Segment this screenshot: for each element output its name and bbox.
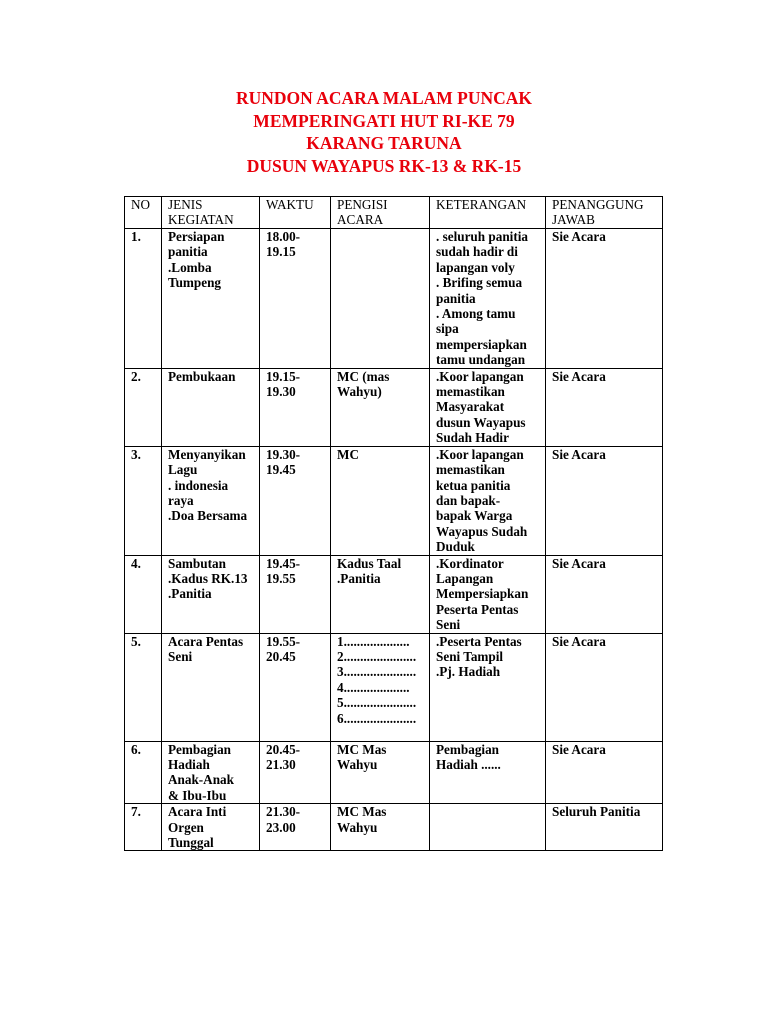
cell-text-line: 6. [131,741,141,757]
header-text: ACARA [337,212,384,228]
cell-text-line: 21.30- [266,804,301,820]
header-cell-waktu [260,197,331,229]
cell-text-line: Anak-Anak [168,772,234,788]
cell-text-line: Seni [436,617,461,633]
cell-text-line: tamu undangan [436,352,526,368]
cell-pengisi [331,446,430,555]
cell-text-line: Seluruh Panitia [552,804,641,820]
header-text: KEGIATAN [168,212,234,228]
cell-penanggung-jawab [546,633,663,741]
cell-text-line: Lapangan [436,570,494,586]
title-line: DUSUN WAYAPUS RK-13 & RK-15 [246,155,522,176]
cell-text-line: Sie Acara [552,446,606,462]
cell-keterangan [430,229,546,369]
table-row [125,368,663,446]
cell-text-line: Kadus Taal [337,555,402,571]
header-cell-no [125,197,162,229]
document-title [0,87,768,177]
cell-text-line: Sie Acara [552,368,606,384]
cell-text-line: 20.45- [266,741,301,757]
table-row [125,555,663,633]
cell-text-line: Wayapus Sudah [436,523,528,539]
header-text: PENANGGUNG [552,197,644,212]
cell-text-line: . seluruh panitia [436,229,528,244]
cell-text-line: Peserta Pentas [436,601,519,617]
header-text: JAWAB [552,212,595,228]
cell-no [125,741,162,804]
cell-text-line: .Koor lapangan [436,446,524,462]
cell-kegiatan [162,446,260,555]
cell-text-line: Sie Acara [552,633,606,649]
title-line: MEMPERINGATI HUT RI-KE 79 [253,110,515,131]
cell-text-line: ketua panitia [436,477,511,493]
cell-waktu [260,633,331,741]
cell-text-line: . Brifing semua [436,275,523,291]
cell-text-line: raya [168,492,194,508]
cell-text-line: bapak Warga [436,508,513,524]
cell-text-line: lapangan voly [436,259,515,275]
cell-text-line: 21.30 [266,756,296,772]
cell-text-line: .Pj. Hadiah [436,664,501,680]
cell-text-line: Tunggal [168,835,214,850]
cell-keterangan [430,446,546,555]
cell-text-line: 19.55 [266,570,296,586]
cell-text-line: MC Mas [337,804,387,820]
cell-keterangan [430,804,546,851]
cell-penanggung-jawab [546,804,663,851]
cell-kegiatan [162,229,260,369]
cell-text-line: mempersiapkan [436,336,527,352]
cell-text-line: Wahyu) [337,384,382,400]
table-header-row [125,197,663,229]
cell-no [125,804,162,851]
cell-no [125,446,162,555]
cell-text-line: Sudah Hadir [436,430,509,446]
cell-text-line: Acara Inti [168,804,227,820]
table-row [125,229,663,369]
cell-text-line: Orgen [168,819,204,835]
cell-text-line: panitia [436,290,476,306]
cell-text-line: .Doa Bersama [168,508,248,524]
cell-text-line: Wahyu [337,756,378,772]
title-line: KARANG TARUNA [306,133,462,153]
cell-text-line: Pembagian [168,741,232,757]
header-text: KETERANGAN [436,197,527,212]
cell-text-line: Sie Acara [552,229,606,244]
cell-text-line: .Panitia [337,570,381,586]
cell-text-line: 3...................... [337,664,417,680]
cell-text-line: Sie Acara [552,741,606,757]
header-text: WAKTU [266,197,314,212]
cell-text-line: 6...................... [337,710,417,726]
cell-text-line: 1.................... [337,633,410,649]
table-row [125,446,663,555]
cell-text-line: Seni Tampil [436,648,504,664]
cell-text-line: Sie Acara [552,555,606,571]
cell-text-line: 2...................... [337,648,417,664]
cell-text-line: 19.30 [266,384,296,400]
cell-text-line: .Panitia [168,586,212,602]
header-cell-pengisi [331,197,430,229]
title-line: RUNDON ACARA MALAM PUNCAK [235,88,533,108]
cell-text-line: Seni [168,648,193,664]
cell-text-line: dusun Wayapus [436,414,526,430]
cell-waktu [260,368,331,446]
cell-text-line: 19.15- [266,368,301,384]
cell-text-line: .Kordinator [436,555,504,571]
cell-text-line: Sambutan [168,555,226,571]
cell-waktu [260,741,331,804]
cell-text-line: sipa [436,321,459,337]
cell-penanggung-jawab [546,741,663,804]
cell-text-line: 1. [131,229,141,244]
cell-kegiatan [162,633,260,741]
cell-text-line: MC Mas [337,741,387,757]
cell-text-line: Masyarakat [436,399,505,415]
header-cell-kegiatan [162,197,260,229]
cell-text-line: 5...................... [337,695,417,711]
cell-waktu [260,229,331,369]
header-text: NO [131,197,151,212]
cell-no [125,229,162,369]
cell-text-line: 2. [131,368,141,384]
cell-text-line: . Among tamu [436,306,516,322]
cell-text-line: Tumpeng [168,275,222,291]
cell-text-line: Hadiah ...... [436,756,501,772]
cell-penanggung-jawab [546,555,663,633]
cell-pengisi [331,555,430,633]
cell-text-line: Acara Pentas [168,633,244,649]
cell-text-line: 19.30- [266,446,301,462]
cell-text-line: Menyanyikan [168,446,246,462]
cell-waktu [260,804,331,851]
cell-text-line: Wahyu [337,819,378,835]
cell-penanggung-jawab [546,229,663,369]
table-row [125,633,663,741]
cell-keterangan [430,368,546,446]
cell-kegiatan [162,804,260,851]
cell-text-line: .Kadus RK.13 [168,570,248,586]
cell-text-line: 19.55- [266,633,301,649]
cell-keterangan [430,741,546,804]
cell-text-line: sudah hadir di [436,244,518,260]
cell-pengisi [331,741,430,804]
cell-text-line: 4.................... [337,679,410,695]
header-text: PENGISI [337,197,388,212]
cell-text-line: memastikan [436,384,505,400]
cell-penanggung-jawab [546,446,663,555]
cell-text-line: MC [337,446,359,462]
cell-text-line: 4. [131,555,141,571]
cell-text-line: Pembukaan [168,368,236,384]
cell-text-line: MC (mas [337,368,390,384]
cell-waktu [260,555,331,633]
cell-text-line: . indonesia [168,477,229,493]
cell-text-line: 19.45 [266,462,296,478]
cell-text-line: 19.15 [266,244,296,260]
header-cell-penanggung-jawab [546,197,663,229]
cell-pengisi [331,229,430,369]
cell-pengisi [331,368,430,446]
cell-pengisi [331,633,430,741]
cell-text-line: panitia [168,244,208,260]
cell-keterangan [430,555,546,633]
rundown-table-body [125,197,663,851]
cell-no [125,555,162,633]
cell-text-line: Mempersiapkan [436,586,529,602]
cell-kegiatan [162,368,260,446]
cell-text-line: .Koor lapangan [436,368,524,384]
cell-text-line: 3. [131,446,141,462]
cell-kegiatan [162,555,260,633]
cell-text-line: 20.45 [266,648,296,664]
cell-kegiatan [162,741,260,804]
cell-text-line: memastikan [436,462,505,478]
cell-no [125,368,162,446]
rundown-table [124,196,663,851]
cell-text-line: 19.45- [266,555,301,571]
header-text: JENIS [168,197,203,212]
cell-text-line: Persiapan [168,229,225,244]
table-row [125,804,663,851]
cell-text-line: 23.00 [266,819,296,835]
cell-keterangan [430,633,546,741]
cell-text-line: Pembagian [436,741,500,757]
cell-pengisi [331,804,430,851]
cell-text-line: .Lomba [168,259,212,275]
cell-text-line: dan bapak- [436,492,501,508]
cell-text-line: 5. [131,633,141,649]
cell-no [125,633,162,741]
table-row [125,741,663,804]
cell-text-line: 18.00- [266,229,301,244]
cell-text-line: & Ibu-Ibu [168,787,227,803]
cell-text-line: Lagu [168,462,198,478]
cell-text-line: .Peserta Pentas [436,633,522,649]
cell-waktu [260,446,331,555]
cell-text-line: 7. [131,804,141,820]
cell-text-line: Duduk [436,539,475,555]
cell-penanggung-jawab [546,368,663,446]
header-cell-keterangan [430,197,546,229]
cell-text-line: Hadiah [168,756,210,772]
